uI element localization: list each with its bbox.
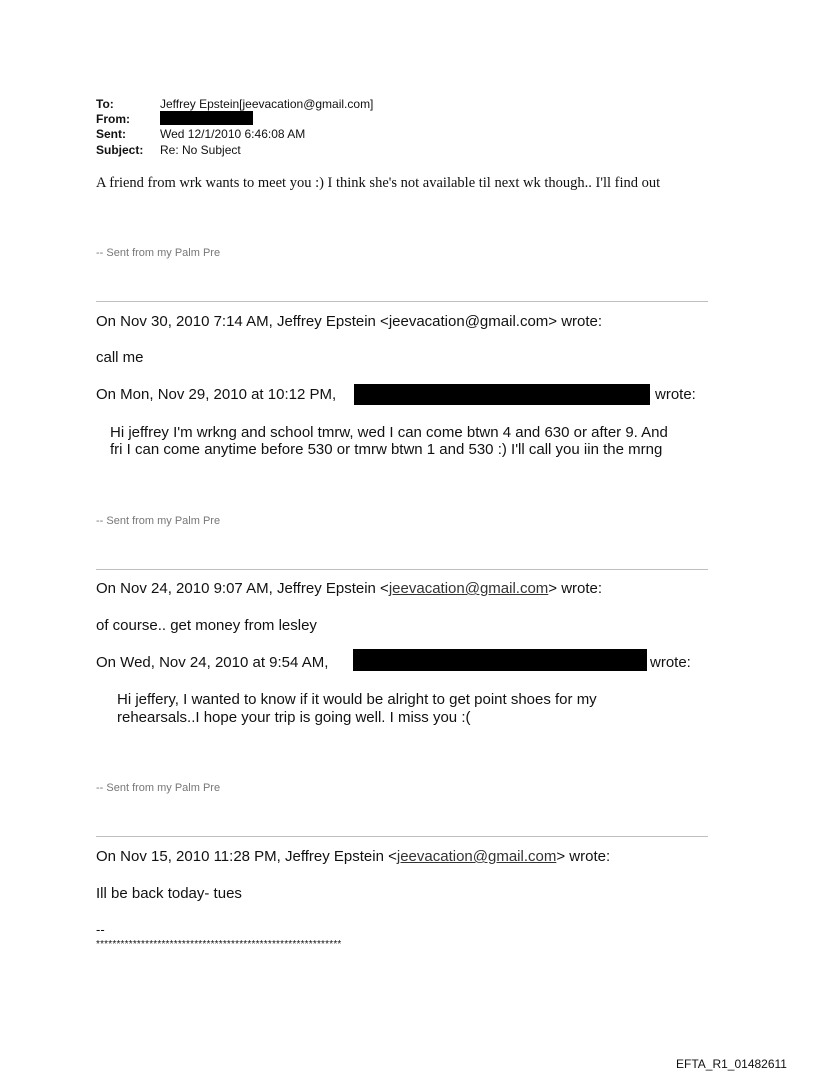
quoted-text-line: fri I can come anytime before 530 or tmrw btwn 1 and 530 :) I'll call you iin the mrng (110, 441, 663, 458)
email-link[interactable]: jeevacation@gmail.com (388, 580, 549, 597)
quoted-text-line: Hi jeffrey I'm wrkng and school tmrw, wed I can come btwn 4 and 630 or after 9. And (110, 424, 668, 441)
signature-stars: ************************************************************ (96, 939, 342, 950)
thread-reply: call me (96, 349, 144, 366)
signature: -- Sent from my Palm Pre (96, 247, 221, 259)
to-value: Jeffrey Epstein[jeevacation@gmail.com] (160, 97, 374, 111)
thread-header: On Nov 30, 2010 7:14 AM, Jeffrey Epstein <jeevacation@gmail.com> wrote: (96, 313, 603, 330)
quoted-header: On Mon, Nov 29, 2010 at 10:12 PM, (96, 386, 337, 403)
divider (96, 301, 708, 302)
thread-header-suffix: > wrote: (548, 580, 603, 597)
quoted-text-line: rehearsals..I hope your trip is going well. I miss you :( (117, 709, 471, 726)
email-body: A friend from wrk wants to meet you :) I think she's not available til next wk though.. I'll find out (96, 175, 661, 191)
thread-header-prefix: On Nov 24, 2010 9:07 AM, Jeffrey Epstein < (96, 580, 389, 597)
to-label: To: (96, 97, 114, 111)
divider (96, 836, 708, 837)
quoted-text-line: Hi jeffery, I wanted to know if it would be alright to get point shoes for my (117, 691, 597, 708)
email-link[interactable]: jeevacation@gmail.com (396, 848, 557, 865)
quoted-wrote: wrote: (650, 654, 691, 671)
signature-dashes: -- (96, 922, 105, 937)
subject-label: Subject: (96, 143, 144, 157)
signature: -- Sent from my Palm Pre (96, 515, 221, 527)
quoted-header: On Wed, Nov 24, 2010 at 9:54 AM, (96, 654, 329, 671)
thread-header-prefix: On Nov 15, 2010 11:28 PM, Jeffrey Epstein < (96, 848, 397, 865)
sent-value: Wed 12/1/2010 6:46:08 AM (160, 127, 306, 141)
thread-reply: Ill be back today- tues (96, 885, 242, 902)
from-redaction (160, 111, 253, 125)
quoted-wrote: wrote: (655, 386, 696, 403)
thread-header (96, 848, 610, 865)
thread-header (96, 580, 602, 597)
subject-value: Re: No Subject (160, 143, 241, 157)
thread-reply: of course.. get money from lesley (96, 617, 317, 634)
document-id: EFTA_R1_01482611 (676, 1057, 787, 1071)
from-label: From: (96, 112, 130, 126)
thread-header-suffix: > wrote: (556, 848, 611, 865)
sender-redaction (353, 649, 647, 671)
divider (96, 569, 708, 570)
signature: -- Sent from my Palm Pre (96, 782, 221, 794)
sent-label: Sent: (96, 127, 126, 141)
sender-redaction (354, 384, 650, 405)
